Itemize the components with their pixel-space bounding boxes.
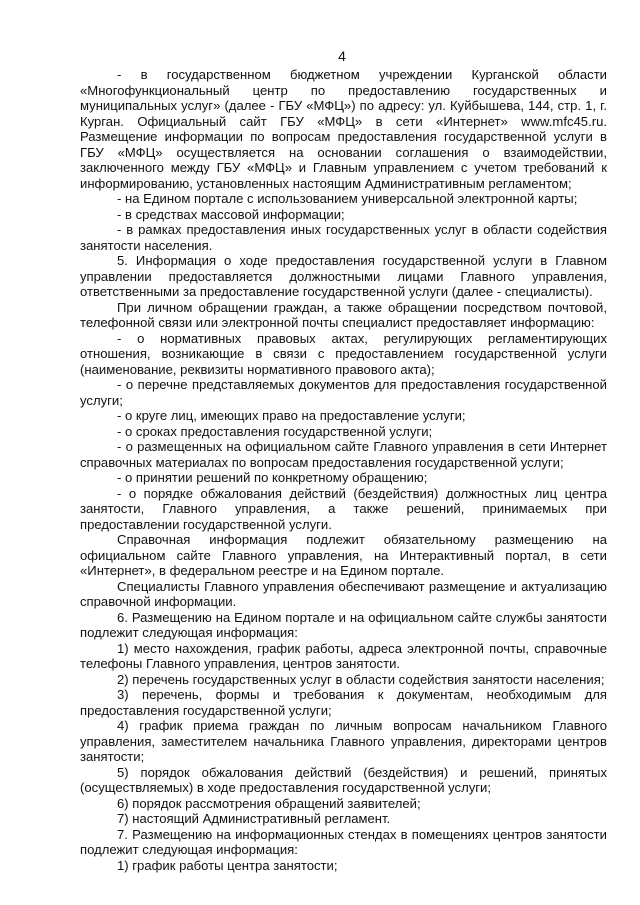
- paragraph: 6) порядок рассмотрения обращений заявителей;: [117, 795, 421, 811]
- paragraph: Специалисты Главного управления обеспечивают размещение и актуализацию справочной информации.: [80, 578, 607, 609]
- paragraph: - о принятии решений по конкретному обращению;: [117, 470, 428, 485]
- paragraph: 1) место нахождения, график работы, адреса электронной почты, справочные телефоны Главного управления, центров занятости.: [80, 640, 607, 671]
- paragraph: - о перечне представляемых документов для предоставления государственной услуги;: [80, 377, 607, 408]
- paragraph: - о порядке обжалования действий (бездействия) должностных лиц центра занятости, Главного управления, а также решений, принимаемых при предоставлении государственной услуги.: [80, 485, 607, 532]
- paragraph: - о размещенных на официальном сайте Главного управления в сети Интернет справочных материалах по вопросам предоставления государственной услуги;: [80, 439, 607, 470]
- paragraph: 3) перечень, формы и требования к документам, необходимым для предоставления государственной услуги;: [80, 687, 607, 718]
- document-body: [80, 67, 607, 873]
- paragraph: 1) график работы центра занятости;: [117, 857, 338, 873]
- page-number: 4: [338, 48, 346, 64]
- paragraph: 6. Размещению на Едином портале и на официальном сайте службы занятости подлежит следующая информация:: [80, 609, 607, 640]
- paragraph: 7. Размещению на информационных стендах в помещениях центров занятости подлежит следующая информация:: [80, 826, 607, 857]
- paragraph: - о нормативных правовых актах, регулирующих регламентирующих отношения, возникающие в связи с предоставлением государственной услуги (наименование, реквизиты нормативного правового акта);: [80, 330, 607, 377]
- paragraph: 5) порядок обжалования действий (бездействия) и решений, принятых (осуществляемых) в ходе предоставления государственной услуги;: [80, 764, 607, 795]
- paragraph: - на Едином портале с использованием универсальной электронной карты;: [117, 191, 578, 206]
- paragraph: - в рамках предоставления иных государственных услуг в области содействия занятости населения.: [80, 222, 607, 253]
- paragraph: 2) перечень государственных услуг в области содействия занятости населения;: [117, 671, 605, 687]
- paragraph: - в средствах массовой информации;: [117, 206, 345, 222]
- paragraph: 5. Информация о ходе предоставления государственной услуги в Главном управлении предоставляется должностными лицами Главного управления, ответственными за предоставление государственной услуги (далее - специалисты).: [80, 253, 607, 299]
- paragraph: 4) график приема граждан по личным вопросам начальником Главного управления, заместителем начальника Главного управления, директорами центров занятости;: [80, 718, 607, 764]
- paragraph: 7) настоящий Административный регламент.: [117, 811, 391, 826]
- paragraph: Справочная информация подлежит обязательному размещению на официальном сайте Главного управления, на Интерактивный портал, в сети «Интернет», в федеральном реестре и на Едином портале.: [80, 532, 607, 578]
- paragraph: - в государственном бюджетном учреждении Курганской области «Многофункциональный центр по предоставлению государственных и муниципальных услуг» (далее - ГБУ «МФЦ») по адресу: ул. Куйбышева, 144, стр. 1, г. Курган. Официальный сайт ГБУ «МФЦ» в сети «Интернет» www.mfc45.ru. Размещение информации по вопросам предоставления государственной услуги в ГБУ «МФЦ» осуществляется на основании соглашения о взаимодействии, заключенного между ГБУ «МФЦ» и Главным управлением с учетом требований к информированию, установленных настоящим Административным регламентом;: [80, 67, 607, 191]
- paragraph: - о сроках предоставления государственной услуги;: [117, 423, 433, 439]
- paragraph: При личном обращении граждан, а также обращении посредством почтовой, телефонной связи или электронной почты специалист предоставляет информацию:: [80, 299, 607, 330]
- paragraph: - о круге лиц, имеющих право на предоставление услуги;: [117, 408, 466, 423]
